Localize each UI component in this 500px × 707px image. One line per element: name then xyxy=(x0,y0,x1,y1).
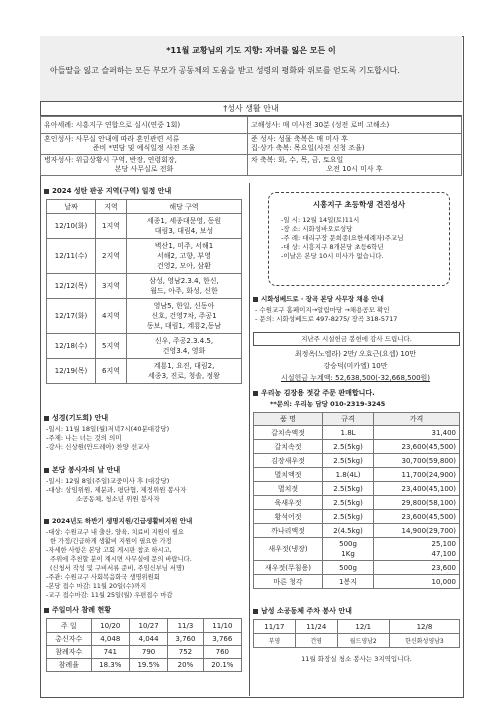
cleaning-note: 11월 화장실 청소 봉사는 3지역입니다. xyxy=(301,655,412,663)
square-bullet-icon xyxy=(253,391,258,396)
schedule-date: 12/18(수) xyxy=(47,334,96,359)
shop-price: 23,600(45,500) xyxy=(374,510,460,524)
volunteer-info: -일시: 12월 8일(주일)교중미사 후 (대강당) -대상: 상임위원, 제분과, 평단협, 제정위원 봉사자 소공동체, 청소년 위원 봉사자 xyxy=(46,477,187,503)
shop-item: 새우젓(무침용) xyxy=(254,561,323,575)
schedule-zone: 5지역 xyxy=(96,334,127,359)
attendance-header: 주 일 xyxy=(47,619,92,633)
attendance-header: 11/10 xyxy=(203,619,241,633)
shop-spec: 2.5(5kg) xyxy=(323,482,374,496)
square-bullet-icon xyxy=(253,609,258,614)
support-info: -대상: 수원교구 내 출산, 양육, 치료비 지원이 필요 한 가정/긴급하게 생활비 지원이 필요한 가정 -자세한 사항은 본당 고회 게시판 참조 하시고, 주위에 추천할 분이 계시면 사무실에 문의 바랍니다. (신청서 작성 및 구비서류 준비, 주임신부님 서명) -주관: 수원교구 사회복음화국 생명위원회 -본당 접수 마감: 11월 20일(수)까지 -교구 접수마감: 11월 25일(월) 우편접수 마감 xyxy=(46,529,192,599)
shop-header: 가격 xyxy=(374,413,460,426)
attendance-value: 760 xyxy=(203,646,241,659)
shop-spec: 500g 1Kg xyxy=(323,538,374,561)
square-bullet-icon xyxy=(44,189,49,194)
shop-item: 까나리액젓 xyxy=(254,524,323,538)
schedule-header: 지역 xyxy=(96,200,127,214)
square-bullet-icon xyxy=(44,468,49,473)
shop-item: 육새우젓 xyxy=(254,496,323,510)
schedule-areas: 신우, 주공2.3.4.5, 건영3.4, 영화 xyxy=(127,334,242,359)
square-bullet-icon xyxy=(44,608,49,613)
shop-price: 23,600(45,500) xyxy=(374,440,460,454)
bible-heading: 성경(기도회) 안내 xyxy=(44,413,108,423)
attendance-value: 741 xyxy=(91,646,129,659)
shop-item: 새우젓(냉장) xyxy=(254,538,323,561)
attendance-header: 10/27 xyxy=(129,619,167,633)
shop-price: 11,700(24,900) xyxy=(374,468,460,482)
schedule-date: 12/11(수) xyxy=(47,239,96,274)
shop-item: 황석어젓 xyxy=(254,510,323,524)
parking-group: 건영 xyxy=(295,634,337,648)
attendance-value: 19.5% xyxy=(129,659,167,672)
attendance-value: 752 xyxy=(168,646,203,659)
shop-row xyxy=(254,496,460,510)
attendance-header: 10/20 xyxy=(91,619,129,633)
shop-price: 14,900(29,700) xyxy=(374,524,460,538)
square-bullet-icon xyxy=(44,519,49,524)
wedding-info: 혼인성사: 사무실 안내에 따라 혼인관련 서류 준비 *면담 및 예식일정 사전 조율 xyxy=(41,134,248,155)
attendance-label: 총신자수 xyxy=(47,633,92,646)
square-bullet-icon xyxy=(44,416,49,421)
shop-price: 25,100 47,100 xyxy=(374,538,460,561)
schedule-zone: 6지역 xyxy=(96,359,127,384)
attendance-value: 3,766 xyxy=(203,633,241,646)
shop-item: 멸치젓 xyxy=(254,482,323,496)
support-heading: 2024년도 하반기 생명지원/긴급생활비지원 안내 xyxy=(44,516,192,525)
attendance-value: 20.1% xyxy=(203,659,241,672)
prayer-intention-box xyxy=(40,36,462,102)
schedule-row xyxy=(47,299,242,334)
facility-notice: 지난주 시설헌금 봉헌에 감사 드립니다. xyxy=(253,332,460,346)
schedule-date: 12/12(목) xyxy=(47,274,96,299)
shop-spec: 2(4.5kg) xyxy=(323,524,374,538)
column-divider xyxy=(249,183,250,696)
schedule-header: 날짜 xyxy=(47,200,96,214)
shop-item: 마른 청각 xyxy=(254,575,323,589)
schedule-table xyxy=(46,199,242,384)
schedule-row xyxy=(47,239,242,274)
schedule-row xyxy=(47,214,242,239)
square-bullet-icon xyxy=(253,297,258,302)
bible-info: -일시: 11월 18일(월)저녁7시(40분대강당) -주제: 나는 너는 것의 의미 -강사: 신상원(안드레아) 찬양 선교사 xyxy=(46,425,170,451)
shop-contact: **문의: 우리농 담당 010-2319-3245 xyxy=(270,400,386,408)
attendance-value: 18.3% xyxy=(91,659,129,672)
prayer-intention-body: 아들딸을 잃고 슬퍼하는 모든 부모가 공동체의 도움을 받고 성령의 평화와 위로를 얻도록 기도합시다. xyxy=(50,66,400,75)
attendance-value: 20% xyxy=(168,659,203,672)
prayer-intention-title: *11월 교황님의 기도 지향: 자녀를 잃은 모든 이 xyxy=(166,46,336,55)
shop-item: 갈치속젓 xyxy=(254,440,323,454)
catechism-box xyxy=(268,192,450,286)
shop-row xyxy=(254,561,460,575)
shop-price: 29,800(58,100) xyxy=(374,496,460,510)
catechism-title: 시흥지구 초등학생 견진성사 xyxy=(312,200,406,209)
parking-table xyxy=(253,619,460,648)
schedule-zone: 2지역 xyxy=(96,239,127,274)
shop-row xyxy=(254,454,460,468)
hiring-info: - 수원교구 홈페이지→알림마당 →채용공모 확인 - 문의: 시화성베드로 497-8275/ 장곡 318-5717 xyxy=(255,306,398,323)
attendance-value: 4,048 xyxy=(91,633,129,646)
schedule-zone: 4지역 xyxy=(96,299,127,334)
shop-spec: 2.5(5kg) xyxy=(323,496,374,510)
shop-row xyxy=(254,538,460,561)
shop-item: 갈치속액젓 xyxy=(254,426,323,440)
shop-row xyxy=(254,524,460,538)
confession-info: 고해성사: 매 미사전 30분 (성전 로비 고해소) xyxy=(248,117,462,134)
volunteer-heading: 본당 봉사자의 날 안내 xyxy=(44,465,120,475)
blessing-info: 준 성사: 성물 축복은 매 미사 후 집·상가 축복: 목요일(사전 신청 조율) xyxy=(248,134,462,155)
shop-row xyxy=(254,575,460,589)
attendance-heading: 주일미사 참례 현황 xyxy=(44,605,111,615)
shop-row xyxy=(254,426,460,440)
shop-row xyxy=(254,482,460,496)
attendance-label: 참례율 xyxy=(47,659,92,672)
section-title: †성사 생활 안내 xyxy=(40,102,462,116)
schedule-date: 12/10(화) xyxy=(47,214,96,239)
schedule-row xyxy=(47,334,242,359)
schedule-date: 12/17(화) xyxy=(47,299,96,334)
shop-spec: 2.5(5kg) xyxy=(323,510,374,524)
shop-spec: 1.8L xyxy=(323,426,374,440)
parking-date: 11/17 xyxy=(254,620,296,634)
catechism-info: -일 시: 12월 14일(토)11시 -장 소: 시화성바오로성당 -주 례: 대리구장 문희종(요한세례자)주교님 -대 상: 시흥지구 8개본당 초등6학년 -이날은 본당 10시 미사가 없습니다. xyxy=(281,216,404,260)
schedule-date: 12/19(목) xyxy=(47,359,96,384)
parking-group: 월드영남2 xyxy=(337,634,389,648)
schedule-zone: 1지역 xyxy=(96,214,127,239)
shop-spec: 1봉지 xyxy=(323,575,374,589)
shop-header: 규격 xyxy=(323,413,374,426)
schedule-header: 해당 구역 xyxy=(127,200,242,214)
parking-heading: 남성 소공동체 주차 봉사 안내 xyxy=(253,606,352,616)
schedule-zone: 3지역 xyxy=(96,274,127,299)
shop-price: 10,000 xyxy=(374,575,460,589)
schedule-heading: 2024 성탄 판공 지역(구역) 일정 안내 xyxy=(44,186,171,196)
shop-price: 23,600 xyxy=(374,561,460,575)
attendance-table xyxy=(46,618,242,672)
schedule-areas: 영남5, 한일, 신동아 신호, 건영7차, 주공1 동보, 대림1, 계룡2,동남 xyxy=(127,299,242,334)
shop-price: 23,400(45,100) xyxy=(374,482,460,496)
shop-item: 멸치액젓 xyxy=(254,468,323,482)
shop-row xyxy=(254,510,460,524)
attendance-row xyxy=(47,646,242,659)
shop-spec: 500g xyxy=(323,561,374,575)
schedule-areas: 삼성, 영남2.3.4, 한신, 월드, 아주, 화성, 신한 xyxy=(127,274,242,299)
parking-group: 부영 xyxy=(254,634,296,648)
infant-baptism: 유아세례: 시흥지구 연합으로 실시(연중 1회) xyxy=(41,117,248,134)
shop-row xyxy=(254,468,460,482)
schedule-areas: 세종1, 세종대문영, 동원 대림3, 대림4, 보성 xyxy=(127,214,242,239)
shop-spec: 1.8(4L) xyxy=(323,468,374,482)
attendance-label: 참례자수 xyxy=(47,646,92,659)
sacrament-info-table xyxy=(40,116,462,176)
attendance-value: 3,760 xyxy=(168,633,203,646)
hiring-heading: 시화성베드로 · 장곡 본당 사무장 채용 안내 xyxy=(253,294,384,303)
attendance-header: 11/3 xyxy=(168,619,203,633)
shop-heading: 우리농 김장용 젓갈 주문 판매합니다. xyxy=(253,388,375,398)
shop-item: 김장새우젓 xyxy=(254,454,323,468)
shop-table xyxy=(253,412,460,589)
schedule-areas: 계룡1, 요진, 대림2, 세종3, 진로, 청솔, 정왕 xyxy=(127,359,242,384)
attendance-row xyxy=(47,659,242,672)
shop-spec: 2.5(5kg) xyxy=(323,454,374,468)
schedule-row xyxy=(47,274,242,299)
shop-header: 품 명 xyxy=(254,413,323,426)
attendance-row xyxy=(47,633,242,646)
shop-price: 31,400 xyxy=(374,426,460,440)
facility-donors: 최정옥(노엘라) 2만/ 오효근(요셉) 10만 강승덕(미카엘) 10만 시설헌금 누계액: 52,638,500(-32,668,500원) xyxy=(280,350,431,382)
shop-row xyxy=(254,440,460,454)
sick-info: 병자성사: 위급상황시 구역, 반장, 연령회장, 본당 사무실로 전화 xyxy=(41,155,248,176)
schedule-areas: 벽산1, 미주, 서해1 서해2, 고향, 부영 건영2, 모아, 삼환 xyxy=(127,239,242,274)
parking-date: 12/8 xyxy=(389,620,459,634)
attendance-value: 4,044 xyxy=(129,633,167,646)
parking-date: 11/24 xyxy=(295,620,337,634)
shop-price: 30,700(59,800) xyxy=(374,454,460,468)
car-blessing-info: 차 축복: 화, 수, 목, 금, 토요일 오전 10시 미사 후 xyxy=(248,155,462,176)
attendance-value: 790 xyxy=(129,646,167,659)
parking-group: 한신화성영남3 xyxy=(389,634,459,648)
parking-date: 12/1 xyxy=(337,620,389,634)
schedule-row xyxy=(47,359,242,384)
shop-spec: 2.5(5kg) xyxy=(323,440,374,454)
